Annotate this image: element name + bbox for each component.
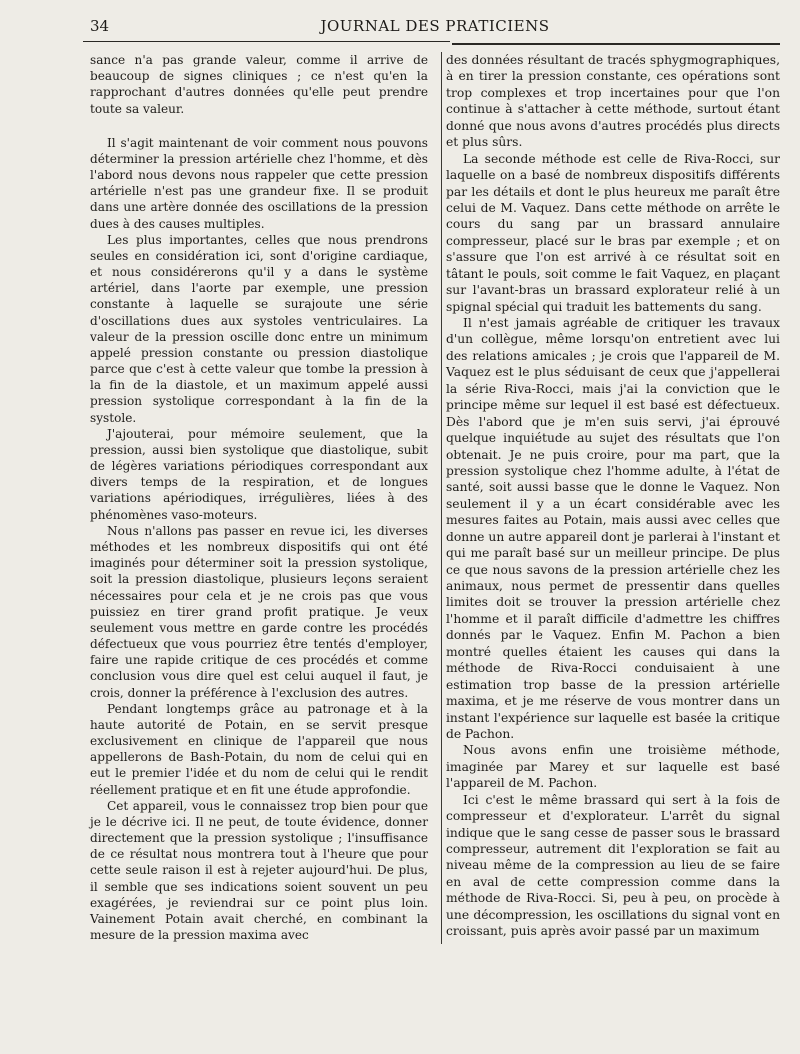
running-title: JOURNAL DES PRATICIENS [320, 17, 550, 35]
page-number: 34 [90, 17, 110, 35]
paragraph: Ici c'est le même brassard qui sert à la fois de compresseur et d'explorateur. L'arrêt du signal indique que le sang cesse de passer sous le brassard compresseur, autrement dit l'exploration se fait au niveau même de la compression au lieu de se faire en aval de cette compression comme dans la méthode de Riva-Rocci. Si, peu à peu, on procède à une décompression, les oscillations du signal vont en croissant, puis après avoir passé par un maximum [446, 792, 780, 939]
page-header [90, 17, 780, 39]
paragraph: Pendant longtemps grâce au patronage et à la haute autorité de Potain, en se servit presque exclusivement en clinique de l'appareil que nous appellerons de Bash-Potain, du nom de celui qui en eut le premier l'idée et du nom de celui qui le rendit réellement pratique et en fit une étude approfondie. [90, 701, 428, 797]
header-rule-right [452, 43, 780, 45]
paragraph: des données résultant de tracés sphygmographiques, à en tirer la pression constante, ces opérations sont trop complexes et trop incertaines pour que l'on continue à s'attacher à cette méthode, surtout étant donné que nous avons d'autres procédés plus directs et plus sûrs. [446, 53, 780, 150]
paragraph: Les plus importantes, celles que nous prendrons seules en considération ici, sont d'origine cardiaque, et nous considérerons qu'il y a dans le système artériel, dans l'aorte par exemple, une pression constante à laquelle se surajoute une série d'oscillations dues aux systoles ventriculaires. La valeur de la pression oscille donc entre un minimum appelé pression constante ou pression diastolique parce que c'est à cette valeur que tombe la pression à la fin de la diastole, et un maximum appelé aussi pression systolique correspondant à la fin de la systole. [90, 232, 428, 425]
paragraph: Il s'agit maintenant de voir comment nous pouvons déterminer la pression artérielle chez l'homme, et dès l'abord nous devons nous rappeler que cette pression artérielle n'est pas une grandeur fixe. Il se produit dans une artère donnée des oscillations de la pression dues à des causes multiples. [90, 135, 428, 231]
paragraph: Cet appareil, vous le connaissez trop bien pour que je le décrive ici. Il ne peut, de toute évidence, donner directement que la pression systolique ; l'insuffisance de ce résultat nous montrera tout à l'heure que pour cette seule raison il est à rejeter aujourd'hui. De plus, il semble que ses indications soient souvent un peu exagérées, je reviendrai sur ce point plus loin. Vainement Potain avait cherché, en combinant la mesure de la pression maxima avec [90, 798, 428, 943]
paragraph: La seconde méthode est celle de Riva-Rocci, sur laquelle on a basé de nombreux dispositifs différents par les détails et dont le plus heureux me paraît être celui de M. Vaquez. Dans cette méthode on arrête le cours du sang par un brassard annulaire compresseur, placé sur le bras par exemple ; et on s'assure que l'on est arrivé à ce résultat soit en tâtant le pouls, soit comme le fait Vaquez, en plaçant sur l'avant-bras un brassard explorateur relié à un spignal spécial qui traduit les battements du sang. [446, 151, 780, 314]
paragraph: J'ajouterai, pour mémoire seulement, que la pression, aussi bien systolique que diastolique, subit de légères variations périodiques correspondant aux divers temps de la respiration, et de longues variations apériodiques, irrégulières, liées à des phénomènes vaso-moteurs. [90, 426, 428, 522]
right-column [446, 52, 780, 940]
header-rule-left [83, 41, 450, 42]
left-column [90, 52, 428, 943]
column-divider [441, 52, 442, 944]
paragraph: Nous n'allons pas passer en revue ici, les diverses méthodes et les nombreux dispositifs qui ont été imaginés pour déterminer soit la pression systolique, soit la pression diastolique, plusieurs leçons seraient nécessaires pour cela et je ne crois pas que vous puissiez en tirer grand profit pratique. Je veux seulement vous mettre en garde contre les procédés défectueux que vous pourriez être tentés d'employer, faire une rapide critique de ces procédés et comme conclusion vous dire quel est celui auquel il faut, je crois, donner la préférence à l'exclusion des autres. [90, 523, 428, 700]
paragraph: Il n'est jamais agréable de critiquer les travaux d'un collègue, même lorsqu'on entretient avec lui des relations amicales ; je crois que l'appareil de M. Vaquez est le plus séduisant de ceux que j'appellerai la série Riva-Rocci, mais j'ai la conviction que le principe même sur lequel il est basé est défectueux. Dès l'abord que je m'en suis servi, j'ai éprouvé quelque inquiétude au sujet des résultats que l'on obtenait. Je ne puis croire, pour ma part, que la pression systolique chez l'homme adulte, à l'état de santé, soit aussi basse que le donne le Vaquez. Non seulement il y a un écart considérable avec les mesures faites au Potain, mais aussi avec celles que donne un autre appareil dont je parlerai à l'instant et qui me paraît basé sur un meilleur principe. De plus ce que nous savons de la pression artérielle chez les animaux, nous permet de pressentir dans quelles limites doit se trouver la pression artérielle chez l'homme et il paraît difficile d'admettre les chiffres donnés par le Vaquez. Enfin M. Pachon a bien montré quelles étaient les causes qui dans la méthode de Riva-Rocci conduisaient à une estimation trop basse de la pression artérielle maxima, et je me réserve de vous montrer dans un instant l'expérience sur laquelle est basée la critique de Pachon. [446, 316, 780, 741]
paragraph: Nous avons enfin une troisième méthode, imaginée par Marey et sur laquelle est basé l'appareil de M. Pachon. [446, 743, 780, 791]
paragraph: sance n'a pas grande valeur, comme il arrive de beaucoup de signes cliniques ; ce n'est qu'en la rapprochant d'autres données qu'elle peut prendre toute sa valeur. [90, 53, 428, 116]
